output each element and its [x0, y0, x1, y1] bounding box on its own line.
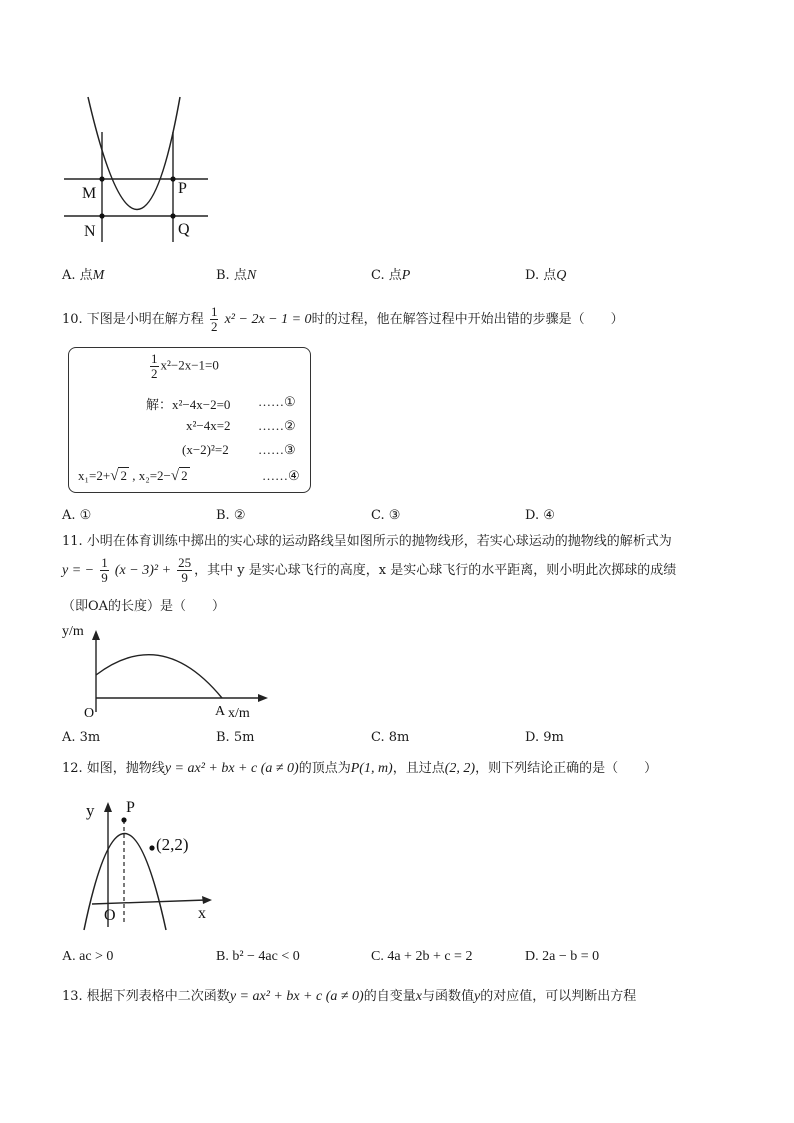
solution-step3: (x−2)²=2 [182, 442, 229, 457]
y-axis-arrow [104, 802, 112, 812]
x-axis-label: x [198, 905, 206, 922]
point-n [99, 213, 104, 218]
step4-mark: ……④ [262, 468, 300, 483]
label-m: M [82, 185, 97, 202]
q9-figure [62, 92, 222, 252]
q12-figure [62, 792, 222, 932]
label-n: N [84, 223, 96, 240]
q11-stem-line3: （即OA的长度）是（ ） [62, 599, 226, 614]
point-m [99, 176, 104, 181]
q9-option-b[interactable]: B. 点N [216, 268, 257, 283]
origin-label: O [84, 706, 95, 721]
q13-stem: 13. 根据下列表格中二次函数y = ax² + bx + c (a ≠ 0)的自变量x与函数值y的对应值，可以判断出方程 [62, 989, 637, 1004]
q12-option-c[interactable]: C. 4a + 2b + c = 2 [371, 949, 473, 964]
x-axis-arrow [202, 896, 212, 904]
vertex-label: P [126, 799, 135, 816]
solution-step2: x²−4x=2 [186, 418, 231, 433]
x-axis [92, 900, 206, 904]
q11-option-a[interactable]: A. 3m [62, 730, 101, 745]
q11-option-c[interactable]: C. 8m [371, 730, 410, 745]
vertex-p [121, 817, 126, 822]
step2-mark: ……② [258, 418, 296, 433]
label-p: P [178, 180, 187, 197]
y-axis-label: y/m [62, 624, 84, 639]
q10-option-b[interactable]: B. ② [216, 508, 246, 523]
y-axis-arrow [92, 630, 100, 640]
step3-mark: ……③ [258, 442, 296, 457]
solution-step1: 解：x²−4x−2=0 [146, 397, 231, 412]
q10-option-a[interactable]: A. ① [62, 508, 92, 523]
trajectory [96, 655, 222, 698]
step1-mark: ……① [258, 394, 296, 409]
x-axis-arrow [258, 694, 268, 702]
y-axis-label: y [86, 801, 95, 820]
q9-option-d[interactable]: D. 点Q [525, 268, 567, 283]
q12-option-a[interactable]: A. ac > 0 [62, 949, 114, 964]
origin-label: O [104, 907, 116, 924]
q10-stem: 10. 下图是小明在解方程 $\frac{1}{2}$ x² − 2x − 1 = 0时的过程，他在解答过程中开始出错的步骤是（ ） [62, 304, 624, 334]
point-q [170, 213, 175, 218]
x-axis-label: x/m [228, 706, 250, 721]
label-q: Q [178, 221, 190, 238]
point-p [170, 176, 175, 181]
q11-stem-line2: y = − $\frac{1}{9}$ (x − 3)² + $\frac{25}{9}$ ，其中 y 是实心球飞行的高度，x 是实心球飞行的水平距离，则小明此次掷球的成绩 [62, 555, 677, 585]
q12-option-d[interactable]: D. 2a − b = 0 [525, 949, 600, 964]
q9-option-a[interactable]: A. 点M [62, 268, 105, 283]
point-a-label: A [215, 704, 226, 719]
q10-option-d[interactable]: D. ④ [525, 508, 555, 523]
q12-stem: 12. 如图，抛物线y = ax² + bx + c (a ≠ 0)的顶点为P(1, m)，且过点(2, 2)，则下列结论正确的是（ ） [62, 761, 658, 776]
point-label: (2,2) [156, 835, 189, 854]
solution-step4: x₁=2+√ 2 , x₂=2−√ 2 [78, 468, 188, 484]
q11-option-b[interactable]: B. 5m [216, 730, 255, 745]
q9-option-c[interactable]: C. 点P [371, 268, 411, 283]
q10-option-c[interactable]: C. ③ [371, 508, 401, 523]
q11-figure [62, 620, 272, 724]
q12-option-b[interactable]: B. b² − 4ac < 0 [216, 949, 300, 964]
solution-eq0: $\frac{1}{2}$ x²−2x−1=0 [151, 351, 219, 381]
q11-option-d[interactable]: D. 9m [525, 730, 564, 745]
q11-stem-line1: 11. 小明在体育训练中掷出的实心球的运动路线呈如图所示的抛物线形，若实心球运动的抛物线的解析式为 [62, 534, 672, 549]
point-2-2 [149, 845, 154, 850]
